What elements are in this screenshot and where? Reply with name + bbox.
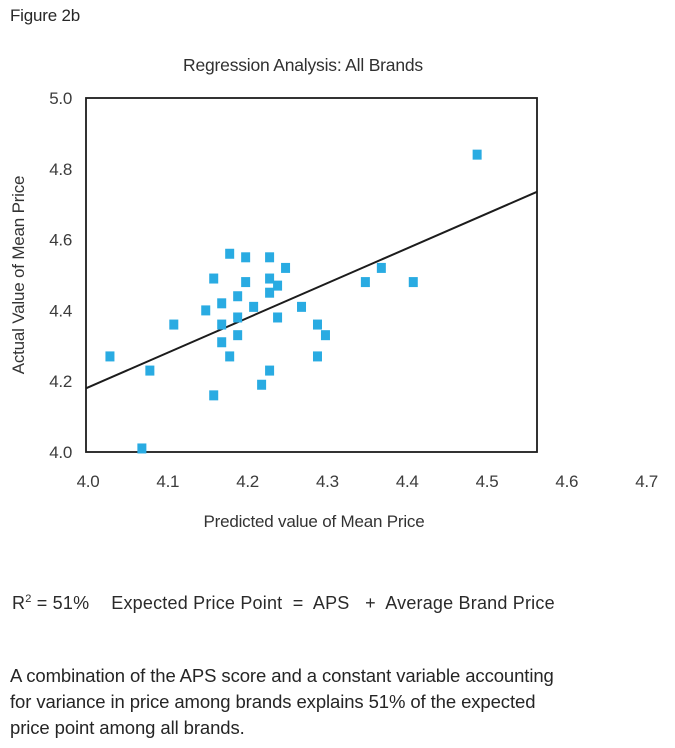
scatter-point [233, 330, 242, 340]
scatter-point [281, 263, 290, 273]
scatter-point [297, 302, 306, 312]
scatter-point [217, 298, 226, 308]
x-axis-title: Predicted value of Mean Price [203, 512, 425, 531]
scatter-point [233, 312, 242, 322]
scatter-point [225, 351, 234, 361]
scatter-point [241, 252, 250, 262]
plot-frame [86, 98, 537, 452]
scatter-point [105, 351, 114, 361]
x-tick-label: 4.1 [156, 472, 180, 491]
y-tick-label: 4.8 [49, 159, 72, 179]
x-tick-label: 4.0 [76, 472, 100, 491]
scatter-point [241, 277, 250, 287]
scatter-point [217, 320, 226, 330]
y-tick-label: 4.0 [49, 443, 72, 462]
scatter-point [265, 366, 274, 376]
scatter-point [209, 390, 218, 400]
scatter-point [273, 281, 282, 291]
x-tick-label: 4.4 [395, 472, 419, 491]
scatter-point [257, 380, 266, 390]
r-squared-base: R [12, 593, 26, 613]
scatter-point [265, 274, 274, 284]
caption-line: price point among all brands. [10, 717, 245, 738]
scatter-point [313, 351, 322, 361]
scatter-point [313, 320, 322, 330]
scatter-point [137, 443, 146, 453]
scatter-point [249, 302, 258, 312]
r-squared-exponent: 2 [25, 593, 32, 605]
scatter-point [409, 277, 418, 287]
scatter-point [225, 249, 234, 259]
caption-line: for variance in price among brands explains 51% of the expected [10, 691, 536, 712]
scatter-point [273, 312, 282, 322]
scatter-point [209, 274, 218, 284]
scatter-point [145, 366, 154, 376]
r-squared-term [12, 593, 89, 613]
scatter-point [473, 150, 482, 160]
x-tick-label: 4.7 [635, 472, 658, 491]
scatter-point [361, 277, 370, 287]
y-tick-label: 4.4 [49, 301, 72, 321]
y-axis-title: Actual Value of Mean Price [9, 175, 28, 375]
x-tick-label: 4.5 [475, 472, 499, 491]
figure-label: Figure 2b [10, 6, 81, 25]
formula-equation: Expected Price Point = APS + Average Brand Price [111, 593, 555, 613]
formula-line [12, 593, 555, 614]
caption-line: A combination of the APS score and a constant variable accounting [10, 665, 554, 686]
scatter-point [217, 337, 226, 347]
y-tick-label: 5.0 [49, 89, 72, 108]
scatter-point [321, 330, 330, 340]
x-tick-label: 4.2 [236, 472, 259, 491]
r-squared-value: = 51% [31, 593, 90, 613]
chart-title: Regression Analysis: All Brands [183, 55, 423, 75]
scatter-point [201, 305, 210, 315]
scatter-point [233, 291, 242, 301]
x-tick-label: 4.3 [316, 472, 339, 491]
y-tick-label: 4.2 [49, 372, 72, 392]
caption-text [10, 663, 660, 741]
regression-line [86, 192, 537, 388]
y-tick-label: 4.6 [49, 230, 72, 250]
scatter-point [377, 263, 386, 273]
scatter-point [265, 288, 274, 298]
scatter-point [169, 320, 178, 330]
x-tick-label: 4.6 [555, 472, 579, 491]
scatter-point [265, 252, 274, 262]
